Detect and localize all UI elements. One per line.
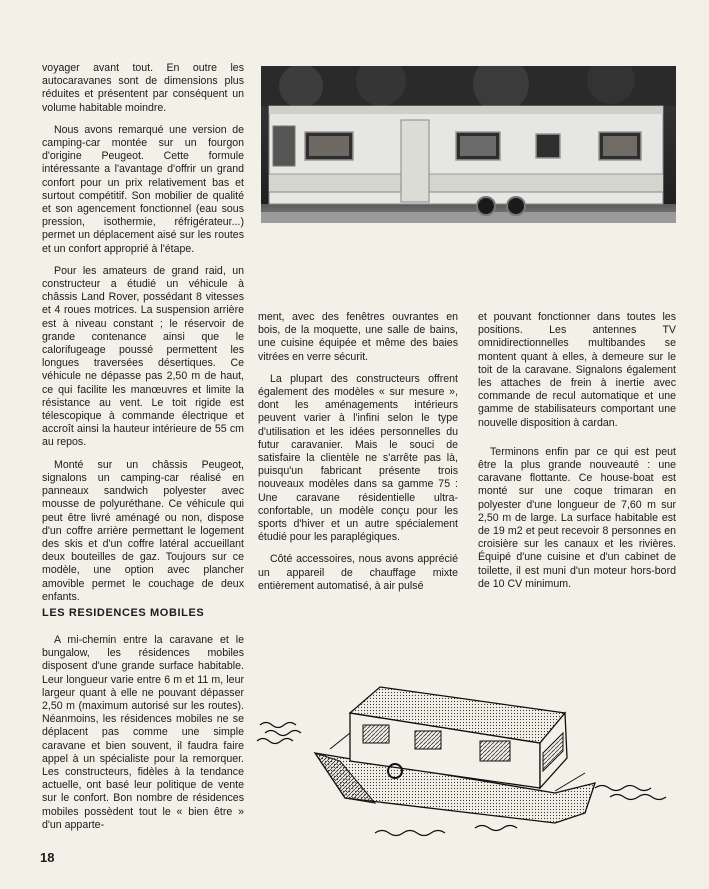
houseboat-illustration — [255, 673, 705, 845]
paragraph: ment, avec des fenêtres ouvrantes en bois, de la moquette, une salle de bains, une cuisine équipée et même des baies vitrées en verre sécurit. — [258, 311, 458, 363]
paragraph: La plupart des constructeurs offrent également des modèles « sur mesure », dont les aménagements intérieurs peuvent varier à l'infini selon le type d'utilisation et les idées personnelles du futur caravanier. Mais le souci de satisfaire la clientèle ne s'arrête pas là, puisqu'un fabricant présente trois nouveaux modèles dans sa gamme 75 : Une caravane résidentielle ultra-confortable, un modèle conçu pour les sports d'hiver et un autre spécialement étudié pour les paraplégiques. — [258, 372, 458, 544]
paragraph: Terminons enfin par ce qui est peut être la plus grande nouveauté : une caravane flottante. Ce house-boat est monté sur une coque trimaran en polyester d'une longueur de 7,60 m sur 2,50 m de large. La surface habitable est de 19 m2 et peut recevoir 8 personnes en croisière sur les canaux et les rivières. Équipé d'une cuisine et d'un cabinet de toilette, il est muni d'un moteur hors-bord de 10 CV minimum. — [478, 445, 676, 590]
column-2-text — [258, 311, 458, 602]
column-1-lower-text — [42, 634, 244, 841]
mobile-home-illustration — [261, 66, 676, 223]
paragraph: Côté accessoires, nous avons apprécié un appareil de chauffage mixte entièrement automatisé, à air pulsé — [258, 553, 458, 592]
column-1-text — [42, 62, 244, 613]
page-number: 18 — [40, 850, 55, 865]
paragraph: Pour les amateurs de grand raid, un constructeur a étudié un véhicule à châssis Land Rover, possédant 8 vitesses et 4 roues motrices. La suspension arrière est à niveau constant ; le réservoir de grande contenance ainsi que le calorifugeage poussé permettent les longues traversées désertiques. Ce véhicule ne dépasse pas 2,50 m de haut, ce qui facilite les manœuvres et limite la résistance au vent. Le toit rigide est télescopique à commande électrique et accroît ainsi la hauteur intérieure de 55 cm au repos. — [42, 264, 244, 449]
column-3-text — [478, 311, 676, 600]
paragraph: Nous avons remarqué une version de camping-car montée sur un fourgon d'origine Peugeot. Cette formule intéressante a l'avantage d'offrir un grand confort pour un prix relativement bas et surtout compétitif. Son mobilier de qualité et son agencement fonctionnel (eau sous pression, isothermie, réfrigérateur...) permet un déplacement aisé sur les routes et un confort approprié à l'étape. — [42, 123, 244, 255]
section-heading: LES RESIDENCES MOBILES — [42, 607, 205, 619]
paragraph: et pouvant fonctionner dans toutes les positions. Les antennes TV omnidirectionnelles multibandes se montent quant à elles, à demeure sur le toit de la caravane. Signalons également les attaches de frein à inertie avec commande de recul automatique et une gamme de stabilisateurs comportant une nouvelle disposition à cardan. — [478, 311, 676, 429]
paragraph: voyager avant tout. En outre les autocaravanes sont de dimensions plus réduites et présentent par conséquent un volume habitable moindre. — [42, 62, 244, 114]
paragraph: Monté sur un châssis Peugeot, signalons un camping-car réalisé en panneaux sandwich polyester avec mousse de polyuréthane. Ce véhicule qui peut être livré aménagé ou non, dispose d'un coffre arrière permettant le logement des skis et d'un coffre latéral accueillant deux bouteilles de gaz. Toujours sur ce modèle, une option avec plancher amovible permet le couchage de deux enfants. — [42, 458, 244, 603]
mobile-home-photo — [261, 66, 676, 223]
houseboat-drawing — [255, 673, 705, 845]
paragraph: A mi-chemin entre la caravane et le bungalow, les résidences mobiles disposent d'une grande surface habitable. Leur longueur varie entre 6 m et 11 m, leur largeur quant à elle ne pouvant dépasser 2,50 m (maximum autorisé sur les routes). Néanmoins, les résidences mobiles ne se déplacent pas comme une simple caravane et bien souvent, il faudra faire appel à un spécialiste pour la remorquer. Les constructeurs, fidèles à la tendance actuelle, ont basé leur politique de vente sur le confort. Bon nombre de résidences mobiles possèdent tout le « bien être » d'un apparte- — [42, 634, 244, 831]
